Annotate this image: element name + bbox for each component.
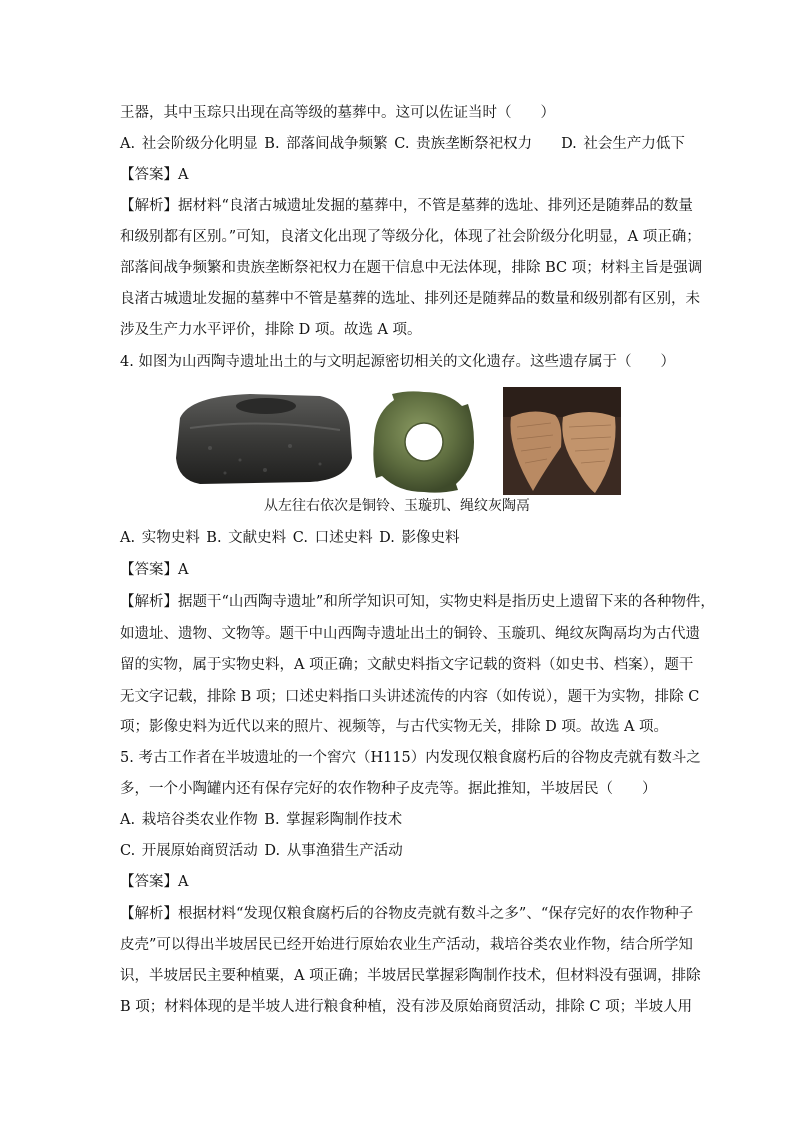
q4-analysis-line: 项；影像史料为近代以来的照片、视频等，与古代实物无关，排除 D 项。故选 A 项。 <box>120 719 669 735</box>
q4-analysis-line: 如遗址、遗物、文物等。题干中山西陶寺遗址出土的铜铃、玉璇玑、绳纹灰陶鬲均为古代遗 <box>120 626 700 642</box>
q5-options-line: A. 栽培谷类农业作物 B. 掌握彩陶制作技术 <box>120 812 403 828</box>
q3-analysis-line: 和级别都有区别。”可知，良渚文化出现了等级分化，体现了社会阶级分化明显，A 项正确； <box>120 229 701 245</box>
q5-options-line: C. 开展原始商贸活动 D. 从事渔猎生产活动 <box>120 843 403 859</box>
pottery-li-image <box>503 387 621 495</box>
q5-stem-line: 多，一个小陶罐内还有保存完好的农作物种子皮壳等。据此推知，半坡居民（ ） <box>120 781 657 797</box>
jade-xuanji-image <box>370 388 478 496</box>
q3-analysis-line: 【解析】据材料“良渚古城遗址发掘的墓葬中，不管是墓葬的选址、排列还是随葬品的数量 <box>120 198 693 214</box>
q5-analysis-line: 【解析】根据材料“发现仅粮食腐朽后的谷物皮壳就有数斗之多”、“保存完好的农作物种子 <box>120 906 694 922</box>
q3-analysis-line: 良渚古城遗址发掘的墓葬中不管是墓葬的选址、排列还是随葬品的数量和级别都有区别，未 <box>120 291 700 307</box>
q4-options: A. 实物史料 B. 文献史料 C. 口述史料 D. 影像史料 <box>120 530 460 546</box>
q5-analysis-line: B 项；材料体现的是半坡人进行粮食种植，没有涉及原始商贸活动，排除 C 项；半坡人用 <box>120 999 693 1015</box>
q3-options: A. 社会阶级分化明显 B. 部落间战争频繁 C. 贵族垄断祭祀权力 D. 社会生产力低下 <box>120 136 685 152</box>
q5-analysis-line: 皮壳”可以得出半坡居民已经开始进行原始农业生产活动，栽培谷类农业作物，结合所学知 <box>120 937 693 953</box>
q3-stem-tail: 王器，其中玉琮只出现在高等级的墓葬中。这可以佐证当时（ ） <box>120 105 555 121</box>
q3-answer: 【答案】A <box>120 167 189 183</box>
q5-analysis-line: 识，半坡居民主要种植粟，A 项正确；半坡居民掌握彩陶制作技术，但材料没有强调，排除 <box>120 968 701 984</box>
q3-analysis-line: 涉及生产力水平评价，排除 D 项。故选 A 项。 <box>120 322 422 338</box>
q5-stem-line: 5. 考古工作者在半坡遗址的一个窖穴（H115）内发现仅粮食腐朽后的谷物皮壳就有数斗之 <box>120 750 701 766</box>
q3-analysis-line: 部落间战争频繁和贵族垄断祭祀权力在题干信息中无法体现，排除 BC 项；材料主旨是强调 <box>120 260 703 276</box>
q4-analysis-line: 留的实物，属于实物史料，A 项正确；文献史料指文字记载的资料（如史书、档案），题干 <box>120 657 694 673</box>
q4-analysis-line: 【解析】据题干“山西陶寺遗址”和所学知识可知，实物史料是指历史上遗留下来的各种物件， <box>120 594 715 610</box>
figure-caption: 从左往右依次是铜铃、玉璇玑、绳纹灰陶鬲 <box>264 498 530 514</box>
q5-answer: 【答案】A <box>120 874 189 890</box>
q4-stem: 4. 如图为山西陶寺遗址出土的与文明起源密切相关的文化遗存。这些遗存属于（ ） <box>120 354 675 370</box>
q4-analysis-line: 无文字记载，排除 B 项；口述史料指口头讲述流传的内容（如传说），题干为实物，排除 C <box>120 689 700 705</box>
q4-answer: 【答案】A <box>120 562 189 578</box>
bronze-bell-image <box>170 388 356 488</box>
